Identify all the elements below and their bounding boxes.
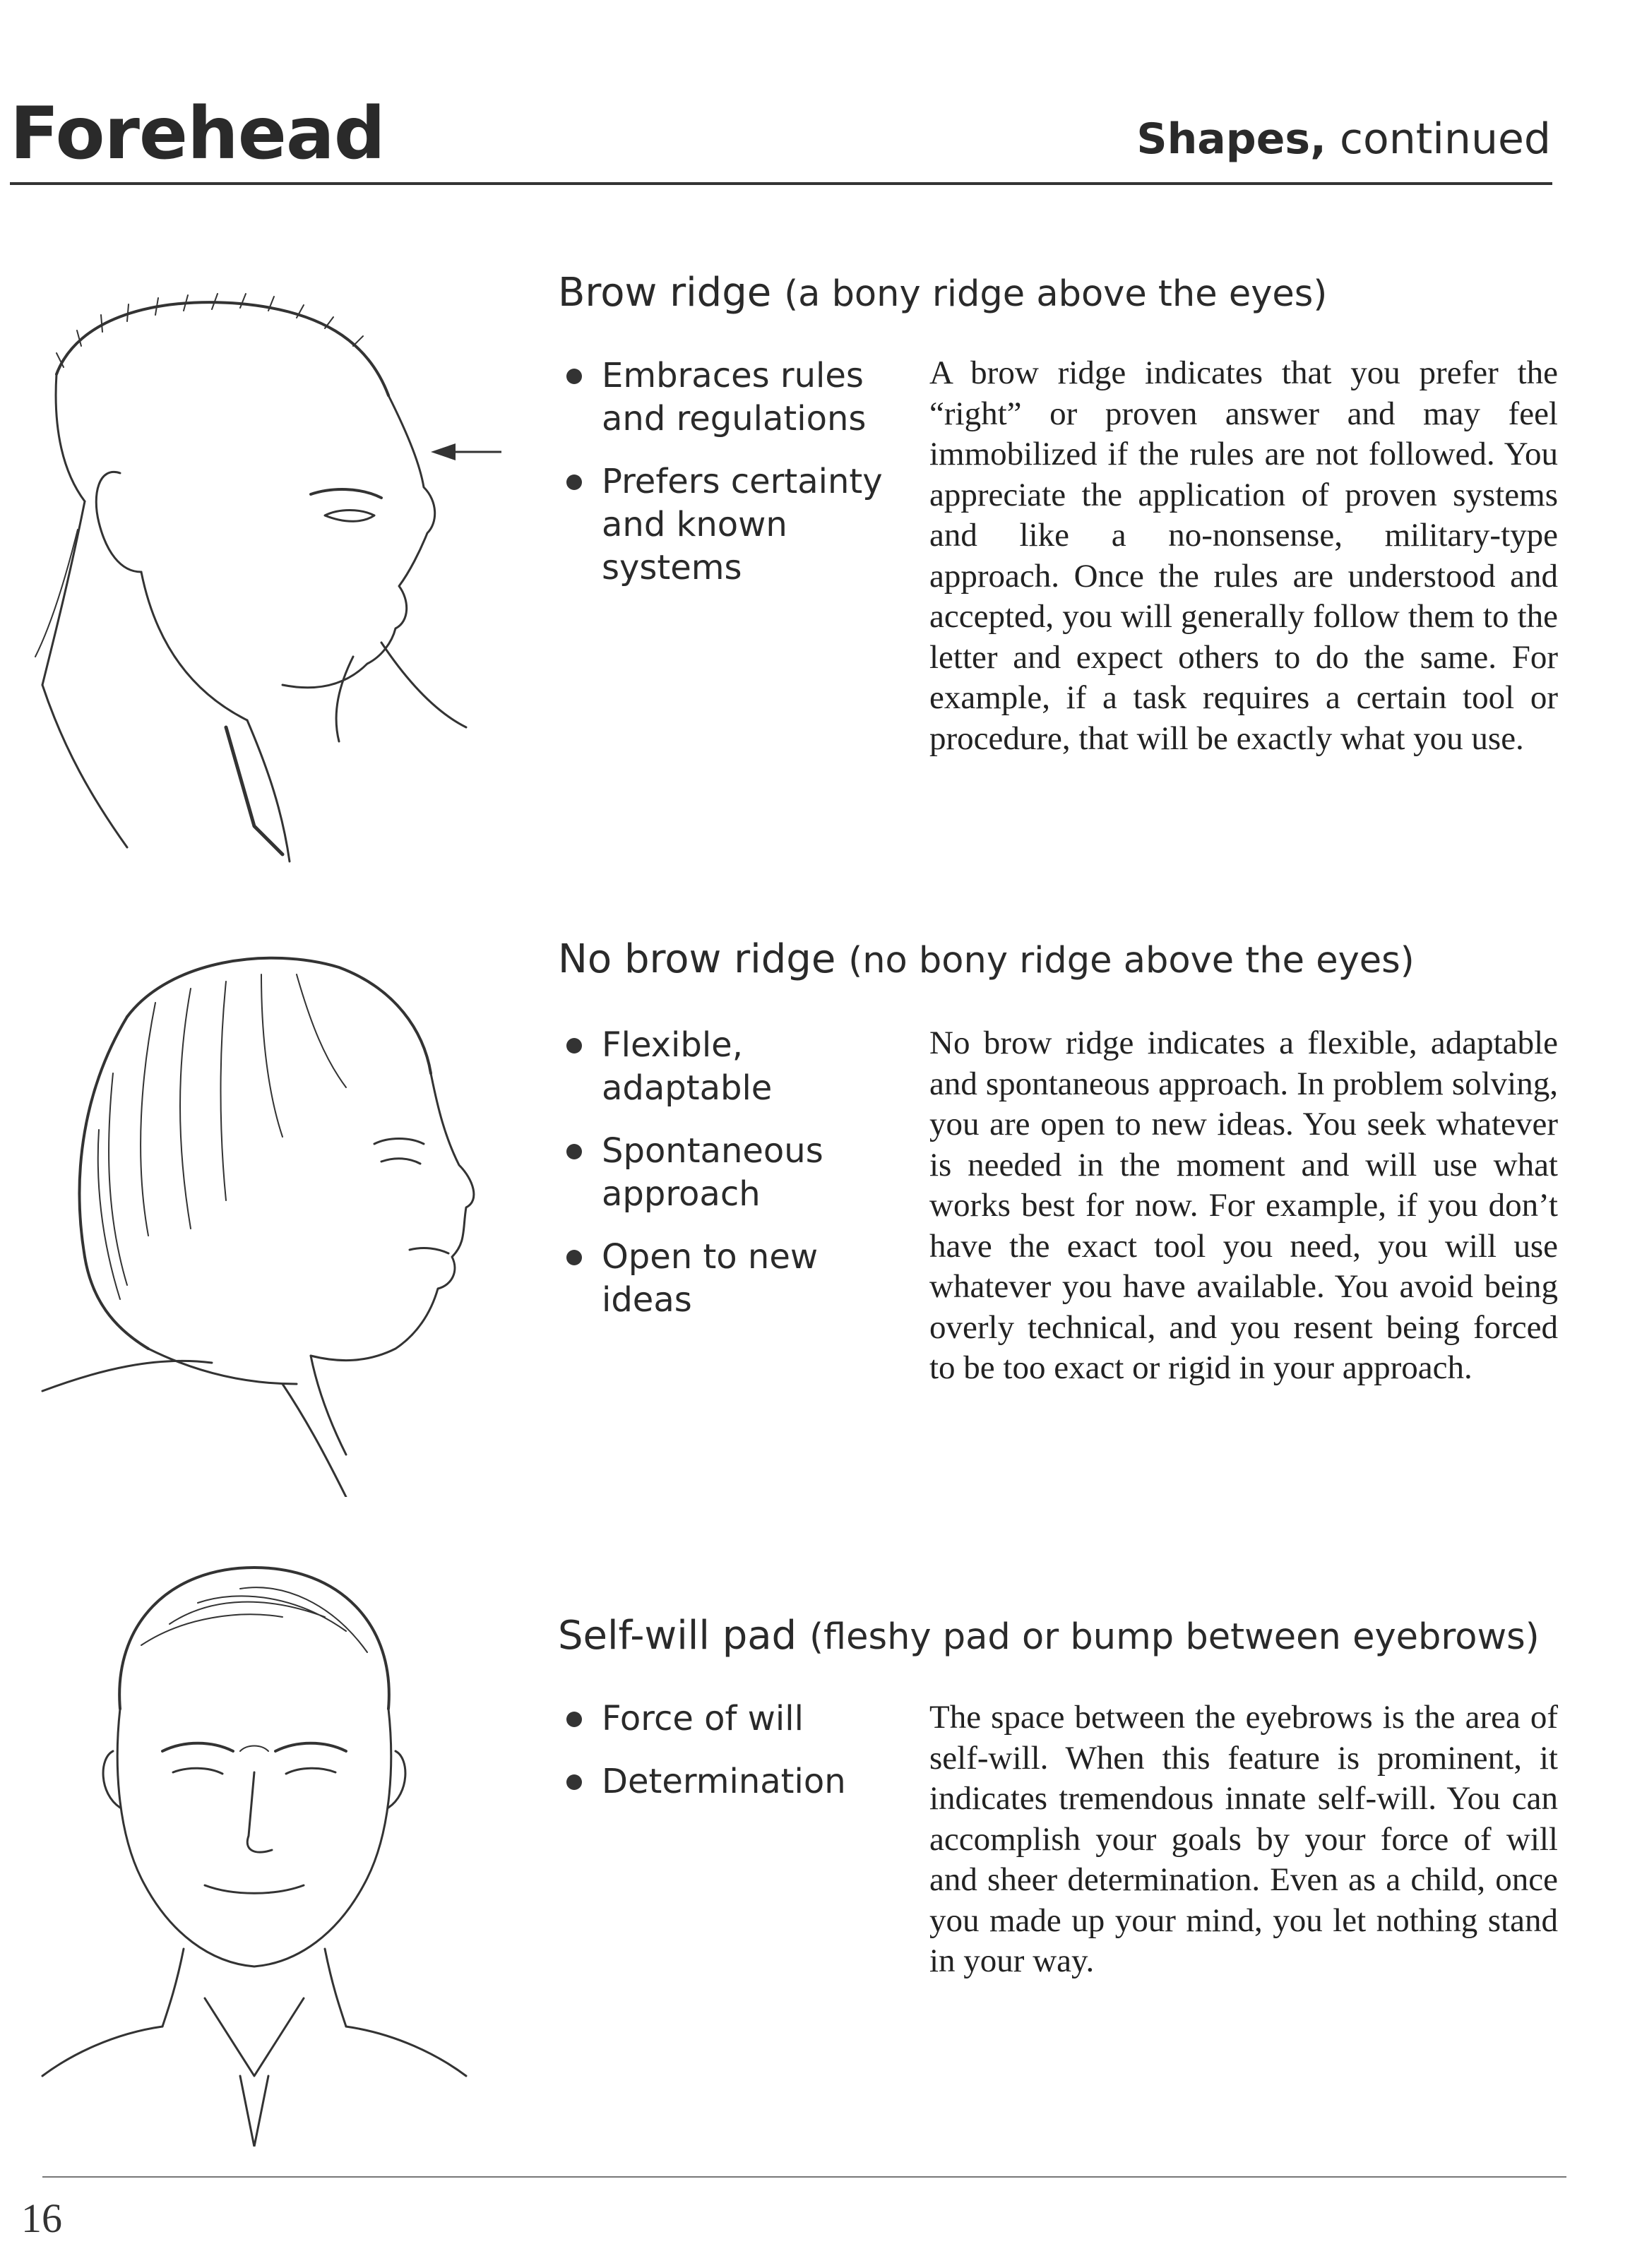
list-item: Determination <box>564 1760 896 1803</box>
section-description: The space between the eyebrows is the area of self-will. When this feature is prominent, it indicates tremendous innate self-will. You can accomplish your goals by your force of will and sheer determination. Even as a child, once you made up your mind, you let nothing stand in your way. <box>929 1699 1558 1979</box>
trait-list <box>564 1697 896 1823</box>
subtitle-rest: continued <box>1340 114 1551 164</box>
page-title: Forehead <box>10 92 385 176</box>
woman-profile-illustration <box>14 932 494 1497</box>
list-item: Open to new ideas <box>564 1236 896 1322</box>
page-number: 16 <box>21 2195 62 2241</box>
list-item: Spontaneous approach <box>564 1130 896 1216</box>
subtitle-bold: Shapes, <box>1136 114 1326 164</box>
heading-sub: (a bony ridge above the eyes) <box>784 273 1328 315</box>
heading-main: Brow ridge <box>558 270 772 316</box>
list-item: Prefers certainty and known systems <box>564 460 896 590</box>
man-frontal-illustration <box>28 1539 480 2147</box>
heading-sub: (fleshy pad or bump between eyebrows) <box>809 1616 1540 1658</box>
heading-sub: (no bony ridge above the eyes) <box>848 940 1415 981</box>
header-rule <box>10 182 1552 185</box>
trait-list <box>564 354 896 609</box>
page-subtitle <box>1136 114 1551 164</box>
heading-main: No brow ridge <box>558 936 836 982</box>
section-heading <box>558 936 1415 982</box>
section-heading <box>558 270 1327 316</box>
trait-list <box>564 1024 896 1342</box>
footer-rule <box>42 2176 1566 2178</box>
section-description: A brow ridge indicates that you prefer the “right” or proven answer and may feel immobilized if the rules are not followed. You appreciate the application of proven systems and like a no-nonsense, military-type approach. Once the rules are understood and accepted, you will generally follow them to the letter and expect others to do the same. For example, if a task requires a certain tool or procedure, that will be exactly what you use. <box>929 354 1558 757</box>
list-item: Embraces rules and regulations <box>564 354 896 441</box>
section-description: No brow ridge indicates a flexible, adaptable and spontaneous approach. In problem solving, you are open to new ideas. You seek whatever is needed in the moment and will use what works best for now. For example, if you don’t have the exact tool you need, you will use whatever you have available. You avoid being overly technical, and you resent being forced to be too exact or rigid in your approach. <box>929 1025 1558 1386</box>
man-profile-illustration <box>14 290 508 869</box>
section-heading <box>558 1613 1540 1659</box>
list-item: Flexible, adaptable <box>564 1024 896 1110</box>
heading-main: Self-will pad <box>558 1613 797 1659</box>
list-item: Force of will <box>564 1697 896 1741</box>
